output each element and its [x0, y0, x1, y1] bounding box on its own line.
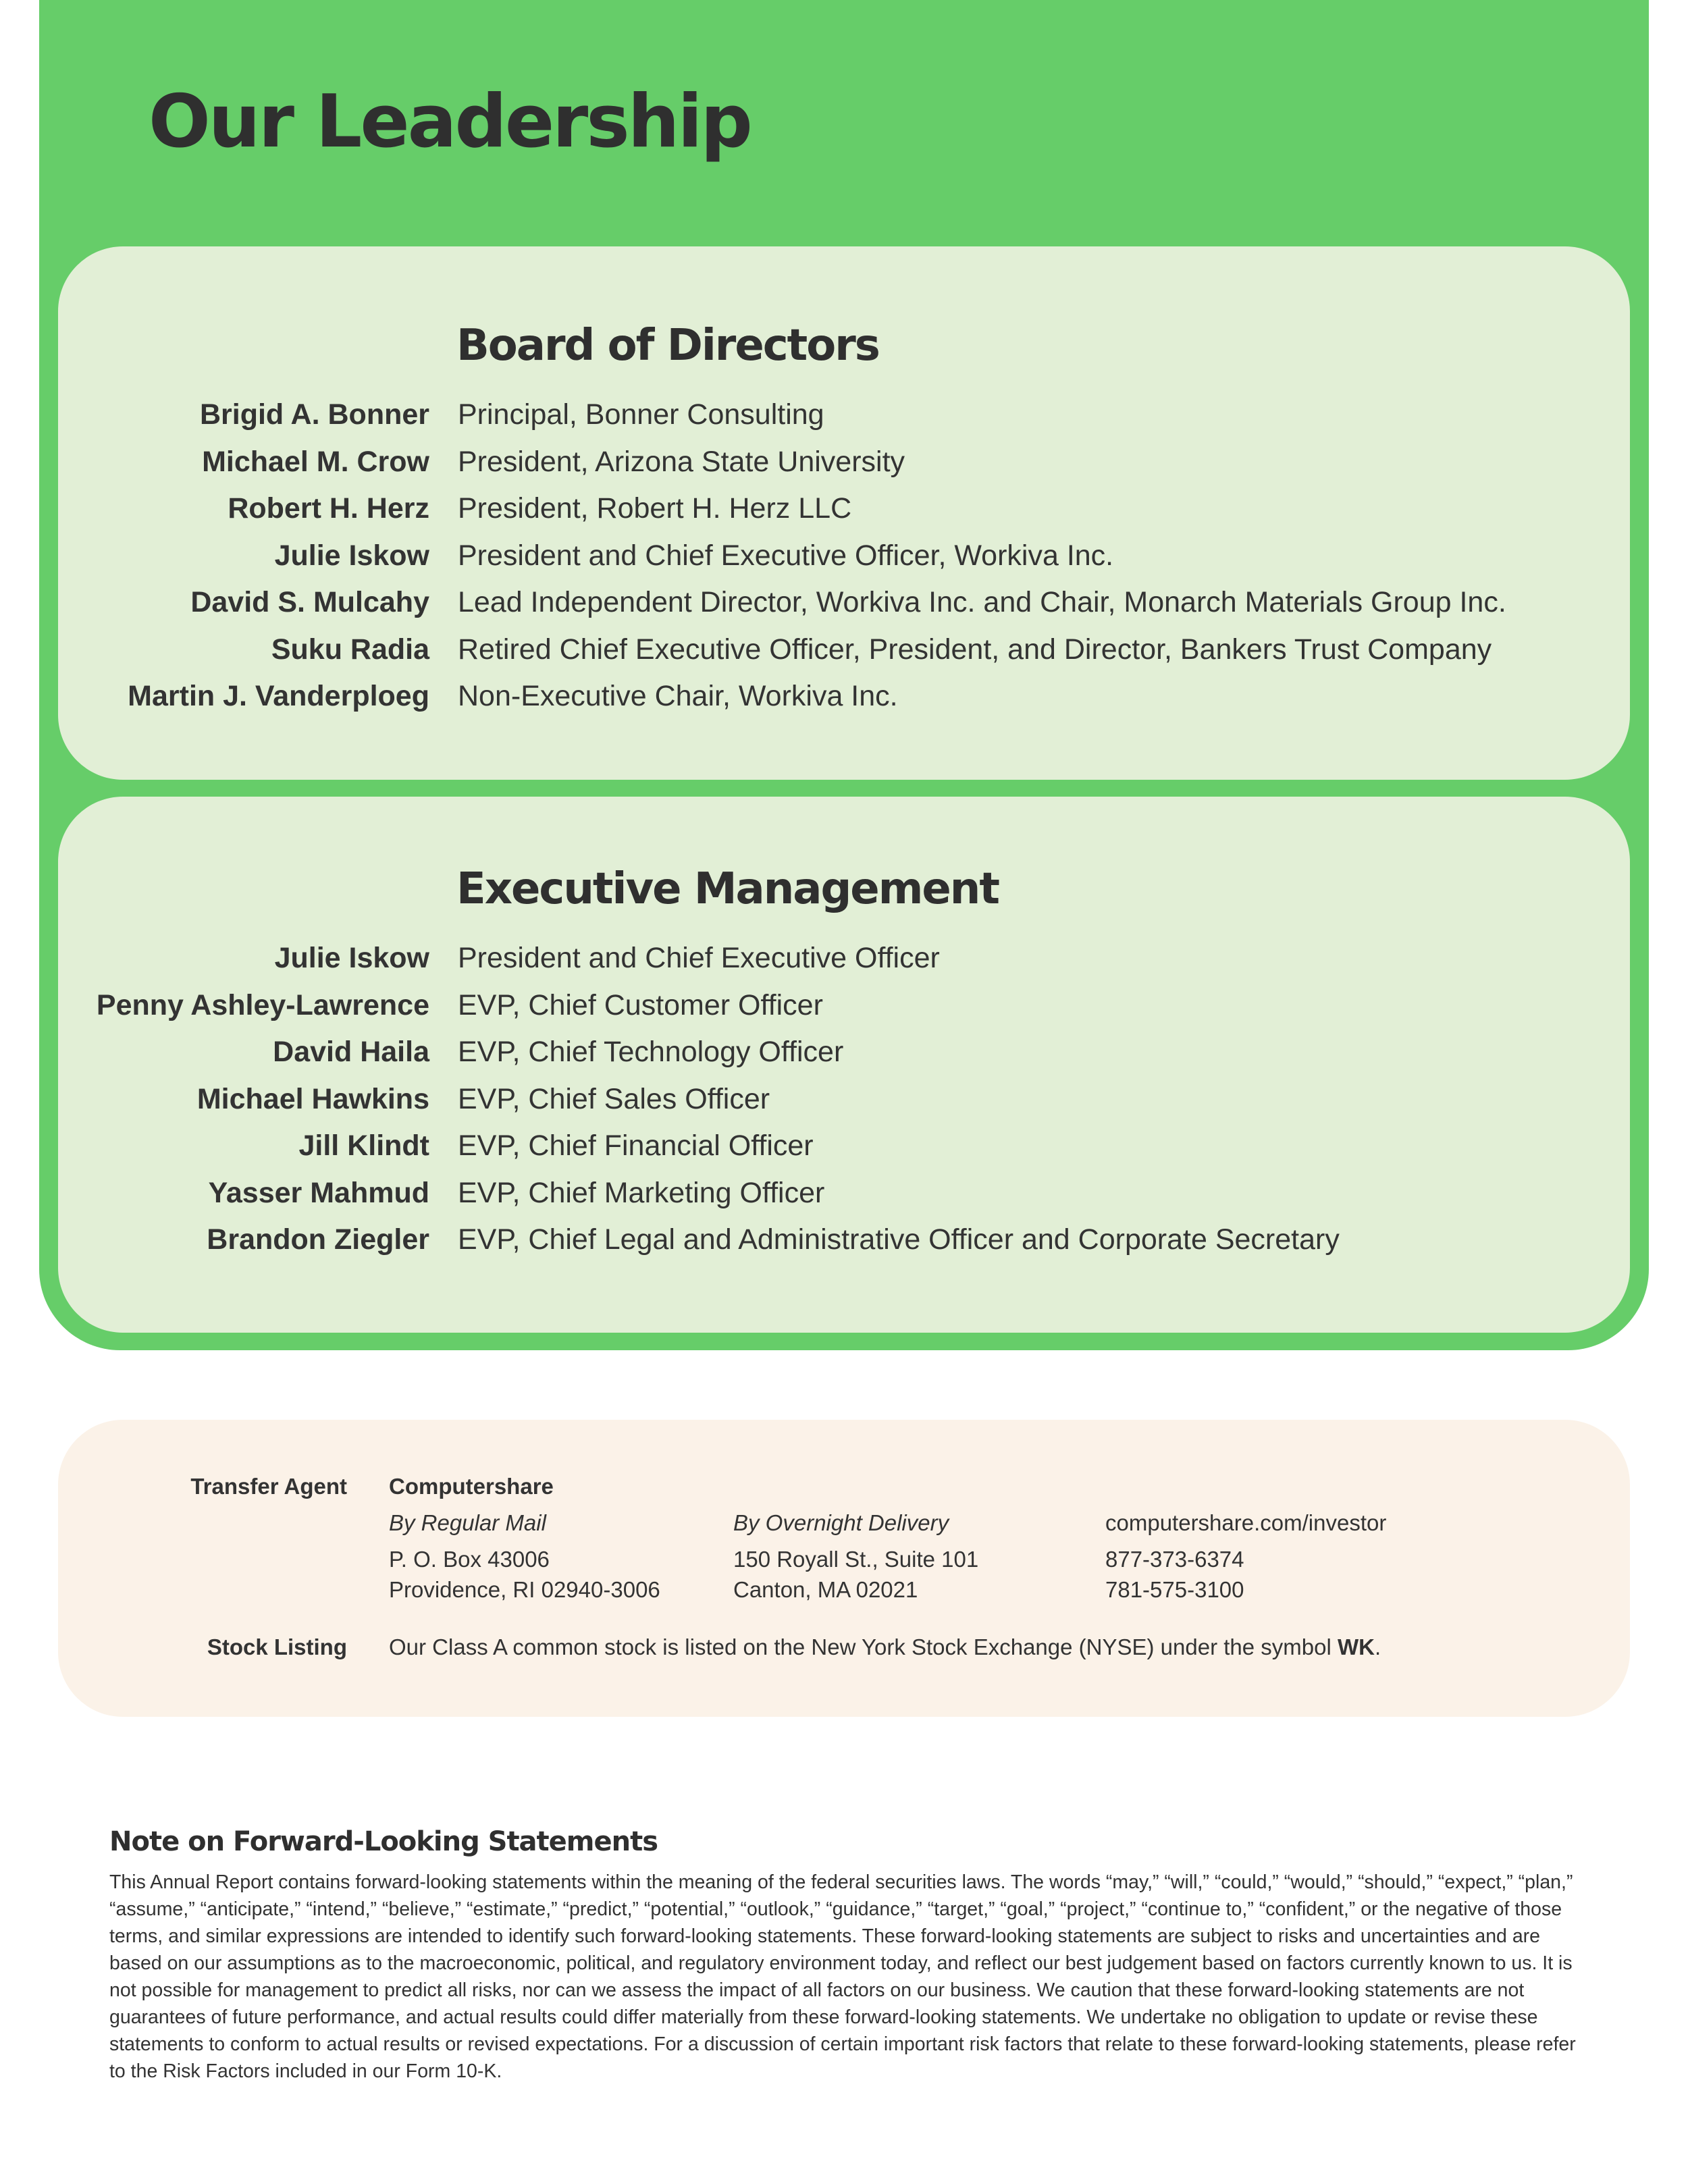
member-name: Penny Ashley-Lawrence	[96, 988, 429, 1021]
member-role: EVP, Chief Technology Officer	[458, 1036, 844, 1068]
board-heading: Board of Directors	[456, 321, 879, 371]
ticker-symbol: WK	[1337, 1634, 1375, 1659]
executive-row	[58, 1217, 1630, 1264]
member-name: Brigid A. Bonner	[199, 398, 429, 431]
member-role: President, Robert H. Herz LLC	[458, 492, 852, 525]
regular-mail-line1: P. O. Box 43006	[389, 1547, 550, 1572]
member-role: Retired Chief Executive Officer, President, and Director, Bankers Trust Company	[458, 633, 1492, 666]
member-role: President, Arizona State University	[458, 445, 905, 478]
board-of-directors-card	[58, 246, 1630, 780]
board-member-row	[58, 627, 1630, 674]
overnight-heading: By Overnight Delivery	[733, 1510, 949, 1535]
transfer-agent-label: Transfer Agent	[190, 1474, 347, 1499]
stock-listing-period: .	[1374, 1634, 1381, 1659]
executive-row	[58, 982, 1630, 1030]
member-role: Principal, Bonner Consulting	[458, 398, 824, 431]
member-name: Michael Hawkins	[196, 1082, 429, 1115]
board-member-row	[58, 673, 1630, 720]
stock-listing-text	[389, 1634, 1381, 1660]
executive-row	[58, 1029, 1630, 1076]
member-role: EVP, Chief Sales Officer	[458, 1082, 770, 1115]
member-name: Suku Radia	[271, 633, 429, 666]
executive-row	[58, 1123, 1630, 1170]
executive-list	[58, 935, 1630, 1264]
member-role: President and Chief Executive Officer, Workiva Inc.	[458, 539, 1114, 572]
board-member-row	[58, 485, 1630, 533]
phone-number-2: 781-575-3100	[1105, 1577, 1244, 1602]
executive-management-card	[58, 797, 1630, 1333]
member-role: EVP, Chief Marketing Officer	[458, 1176, 825, 1209]
member-role: President and Chief Executive Officer	[458, 942, 940, 974]
member-role: EVP, Chief Legal and Administrative Officer and Corporate Secretary	[458, 1223, 1340, 1256]
member-name: Yasser Mahmud	[208, 1176, 429, 1209]
member-role: EVP, Chief Customer Officer	[458, 988, 823, 1021]
leadership-panel	[39, 0, 1649, 1350]
executive-row	[58, 1170, 1630, 1217]
member-role: Lead Independent Director, Workiva Inc. and Chair, Monarch Materials Group Inc.	[458, 586, 1506, 618]
member-name: Julie Iskow	[274, 539, 429, 572]
transfer-agent-company: Computershare	[389, 1474, 554, 1499]
overnight-line2: Canton, MA 02021	[733, 1577, 918, 1602]
board-member-row	[58, 439, 1630, 486]
member-role: Non-Executive Chair, Workiva Inc.	[458, 680, 898, 712]
phone-number-1: 877-373-6374	[1105, 1547, 1244, 1572]
regular-mail-heading: By Regular Mail	[389, 1510, 546, 1535]
stock-listing-label: Stock Listing	[207, 1634, 347, 1659]
executive-heading: Executive Management	[456, 864, 999, 914]
member-name: Jill Klindt	[298, 1129, 429, 1162]
forward-looking-body: This Annual Report contains forward-looking statements within the meaning of the federal securities laws. The words “may,” “will,” “could,” “would,” “should,” “expect,” “plan,” “assume,” “anticipate,” “intend,” “believe,” “estimate,” “predict,” “potential,” “outlook,” “guidance,” “target,” “goal,” “project,” “continue to,” “confident,” or the negative of those terms, and similar expressions are intended to identify such forward-looking statements. These forward-looking statements are subject to risks and uncertainties and are based on our assumptions as to the macroeconomic, political, and regulatory environment today, and reflect our best judgement based on factors currently known to us. It is not possible for management to predict all risks, nor can we assess the impact of all factors on our business. We caution that these forward-looking statements are not guarantees of future performance, and actual results could differ materially from these forward-looking statements. We undertake no obligation to update or revise these statements to conform to actual results or revised expectations. For a discussion of certain important risk factors that relate to these forward-looking statements, please refer to the Risk Factors included in our Form 10-K.	[109, 1871, 1576, 2082]
executive-row	[58, 1076, 1630, 1123]
board-member-row	[58, 533, 1630, 580]
board-list	[58, 392, 1630, 720]
member-name: Brandon Ziegler	[207, 1223, 429, 1256]
computershare-website-link[interactable]: computershare.com/investor	[1105, 1510, 1387, 1535]
page-title: Our Leadership	[149, 80, 751, 164]
executive-row	[58, 935, 1630, 982]
member-name: David S. Mulcahy	[190, 586, 429, 618]
member-name: Robert H. Herz	[228, 492, 429, 525]
member-name: Martin J. Vanderploeg	[128, 680, 429, 712]
forward-looking-title: Note on Forward-Looking Statements	[109, 1826, 658, 1857]
shareholder-info-card	[58, 1420, 1630, 1717]
member-name: David Haila	[273, 1036, 429, 1068]
overnight-line1: 150 Royall St., Suite 101	[733, 1547, 979, 1572]
member-name: Michael M. Crow	[202, 445, 429, 478]
stock-listing-sentence: Our Class A common stock is listed on the New York Stock Exchange (NYSE) under the symbol	[389, 1634, 1338, 1659]
board-member-row	[58, 579, 1630, 627]
member-name: Julie Iskow	[274, 942, 429, 974]
regular-mail-line2: Providence, RI 02940-3006	[389, 1577, 660, 1602]
member-role: EVP, Chief Financial Officer	[458, 1129, 814, 1162]
board-member-row	[58, 392, 1630, 439]
